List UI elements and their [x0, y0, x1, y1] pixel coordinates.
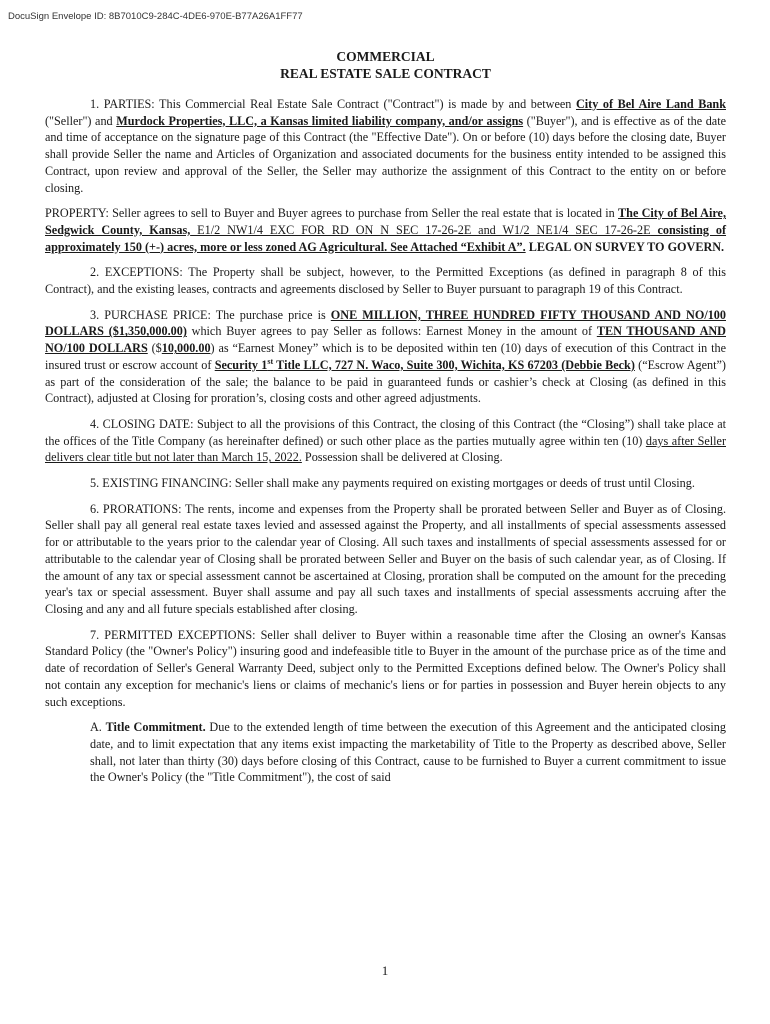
commitment-heading: Title Commitment. — [105, 720, 206, 735]
section-exceptions: 2. EXCEPTIONS: The Property shall be subject, however, to the Permitted Exceptions (as defined in paragraph 8 of this Contract), and the existing leases, contracts and agreements disclosed by Seller to Buyer pursuant to paragraph 19 of this Contract. — [45, 265, 726, 297]
price-text-2: which Buyer agrees to pay Seller as follows: Earnest Money in the amount of — [186, 324, 597, 339]
section-property — [45, 205, 726, 255]
property-location: The City of Bel Aire, Sedgwick County, Kansas, — [45, 206, 726, 237]
property-acreage: consisting of approximately 150 (+-) acres, more or less zoned AG Agricultural. See Attached “Exhibit A”. — [45, 222, 727, 254]
commitment-text: Due to the extended length of time between the execution of this Agreement and the anticipated closing date, and to limit expectation that any items exist impacting the marketability of Title to the Property as described above, Seller shall, not later than thirty (30) days before closing of this Contract, cause to be furnished to Buyer a current commitment to issue the Owner's Policy (the "Title Commitment"), the cost of said — [90, 720, 726, 785]
closing-text-2: Possession shall be delivered at Closing. — [301, 450, 503, 465]
parties-text-2: ("Seller") and — [45, 113, 117, 128]
contract-title — [45, 48, 726, 82]
price-text-1: 3. PURCHASE PRICE: The purchase price is — [90, 307, 331, 322]
parties-text-3: ("Buyer"), and is effective as of the date and time of acceptance on the signature page of this Contract (the "Effective Date"). On or before (10) days before the closing date, Buyer shall provide Seller the name and Articles of Organization and associated documents for the business entity intended to be assigned this Contract, upon review and approval of the Seller, the Seller may authorize the assignment of this Contract to the entity on or before closing. — [45, 113, 726, 195]
earnest-money-amount: 10,000.00 — [161, 341, 211, 356]
commitment-label: A. — [90, 720, 102, 735]
seller-name: City of Bel Aire Land Bank — [575, 97, 726, 111]
section-closing-date — [45, 416, 726, 466]
earnest-money-words: TEN THOUSAND AND NO/100 DOLLARS — [45, 324, 726, 356]
contract-page — [45, 48, 726, 795]
escrow-agent-name: Security 1st Title LLC, 727 N. Waco, Suite 300, Wichita, KS 67203 (Debbie Beck) — [214, 356, 635, 372]
section-existing-financing: 5. EXISTING FINANCING: Seller shall make any payments required on existing mortgages or deeds of trust until Closing. — [90, 476, 695, 491]
closing-deadline: days after Seller delivers clear title but not later than March 15, 2022. — [45, 433, 726, 465]
section-permitted-exceptions: 7. PERMITTED EXCEPTIONS: Seller shall deliver to Buyer within a reasonable time after the Closing an owner's Kansas Standard Policy (the "Owner's Policy") insuring good and indefeasible title to Buyer in the amount of the purchase price as of the time and date of recordation of Seller's General Warranty Deed, subject only to the Permitted Exceptions defined below. The Owner's Policy shall not contain any exception for mechanic's liens or claims of mechanic's liens or for parties in possession and Buyer herein objects to any such exceptions. — [45, 627, 726, 709]
property-legal-description: E1/2 NW1/4 EXC FOR RD ON N SEC 17-26-2E and W1/2 NE1/4 SEC 17-26-2E — [190, 222, 651, 237]
docusign-envelope-id: DocuSign Envelope ID: 8B7010C9-284C-4DE6-970E-B77A26A1FF77 — [8, 11, 303, 22]
parties-text-1: 1. PARTIES: This Commercial Real Estate Sale Contract ("Contract") is made by and between — [90, 97, 576, 111]
closing-text-1: 4. CLOSING DATE: Subject to all the provisions of this Contract, the closing of this Contract (the “Closing”) shall take place at the offices of the Title Company (as hereinafter defined) or such other place as the parties mutually agree within ten (10) — [45, 416, 726, 448]
title-line-1: COMMERCIAL — [336, 49, 435, 64]
page-number: 1 — [381, 963, 389, 978]
price-text-3: ) as “Earnest Money” which is to be deposited within ten (10) days of execution of this Contract in the insured trust or escrow account of — [45, 341, 727, 372]
property-text-1: PROPERTY: Seller agrees to sell to Buyer and Buyer agrees to purchase from Seller the real estate that is located in — [45, 206, 619, 221]
title-line-2: REAL ESTATE SALE CONTRACT — [280, 66, 491, 81]
purchase-price-amount: ONE MILLION, THREE HUNDRED FIFTY THOUSAND AND NO/100 DOLLARS ($1,350,000.00) — [45, 307, 726, 339]
property-survey-note: LEGAL ON SURVEY TO GOVERN. — [525, 239, 725, 254]
subsection-title-commitment — [90, 719, 726, 786]
section-purchase-price — [45, 307, 726, 407]
buyer-name: Murdock Properties, LLC, a Kansas limited liability company, and/or assigns — [116, 113, 524, 128]
price-text-4: (“Escrow Agent”) as part of the consideration of the sale; the balance to be paid in guaranteed funds or cashier’s check at Closing (as defined in this Contract), adjusted at Closing for proration’s, closing costs and other agreed adjustments. — [45, 357, 726, 406]
earnest-money-open: ($ — [147, 341, 162, 356]
section-parties — [45, 96, 726, 196]
section-prorations: 6. PRORATIONS: The rents, income and expenses from the Property shall be prorated between Seller and Buyer as of Closing. Seller shall pay all general real estate taxes levied and assessed against the Property, and all installments of special assessments assessed for or attributable to the years prior to the calendar year of Closing. All such taxes and installments of special assessments assessed for or attributable to the calendar year of Closing shall be prorated between Seller and Buyer on the basis of such calendar year, as of Closing. If the amount of any tax or special assessment cannot be ascertained at Closing, proration shall be computed on the amount for the preceding year's tax or special assessment. Buyer shall assume and pay all such taxes and installments of special assessments accruing after the Closing and any and all future specials established after closing. — [45, 501, 726, 616]
